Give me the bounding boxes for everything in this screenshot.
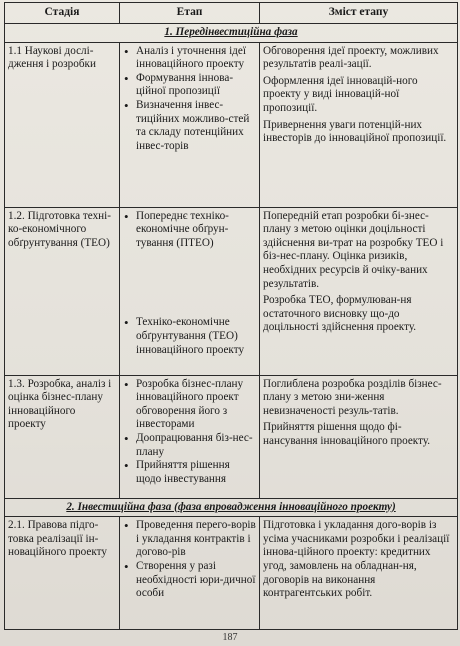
list-item: • Визначення інвес-тиційних можливо-стей та складу потенційних інвес-торів bbox=[123, 99, 256, 153]
list-item: • Розробка бізнес-плану інноваційного проект обговорення його з інвесторами bbox=[123, 378, 256, 432]
table-row bbox=[5, 42, 458, 207]
phase-1-title: 1. Передінвестиційна фаза bbox=[5, 24, 458, 43]
content-paragraph: Оформлення ідеї інновацій-ного проекту у виді інновацій-ної пропозиції. bbox=[263, 74, 418, 114]
content-paragraph: Поглиблена розробка розділів бізнес-плану з метою зни-ження невизначеності резуль-татів. bbox=[263, 377, 442, 417]
stages-table bbox=[4, 2, 458, 630]
steps-cell bbox=[120, 207, 260, 375]
content-cell bbox=[260, 42, 458, 207]
steps-cell bbox=[120, 375, 260, 498]
stage-cell: 2.1. Правова підго-товка реалізації ін-новаційного проекту bbox=[5, 517, 120, 630]
content-cell bbox=[260, 207, 458, 375]
content-cell bbox=[260, 517, 458, 630]
steps-cell bbox=[120, 517, 260, 630]
page-number: 187 bbox=[222, 632, 238, 643]
list-item: • Формування іннова-ційної пропозиції bbox=[123, 72, 256, 99]
phase-row bbox=[5, 498, 458, 517]
steps-cell bbox=[120, 42, 260, 207]
content-paragraph: Обговорення ідеї проекту, можливих результатів реалі-зації. bbox=[263, 44, 439, 71]
stage-cell: 1.3. Розробка, аналіз і оцінка бізнес-плану інноваційного проекту bbox=[5, 375, 120, 498]
table-header-row bbox=[5, 3, 458, 24]
content-paragraph: Попередній етап розробки бі-знес-плану з метою оцінки доцільності здійснення ви-трат на розробку ТЕО і біз-нес-плану. Оцінка ризиків, необхідних ресурсів й очіку-ваних результатів. bbox=[263, 209, 444, 290]
header-content: Зміст етапу bbox=[260, 3, 458, 24]
list-item: • Техніко-економічне обґрунтування (ТЕО) інноваційного проекту bbox=[123, 316, 256, 357]
content-paragraph: Прийняття рішення щодо фі-нансування інноваційного проекту. bbox=[263, 421, 431, 447]
table-row bbox=[5, 375, 458, 498]
list-item: • Доопрацювання біз-нес-плану bbox=[123, 432, 256, 459]
stage-cell: 1.1 Наукові дослі-дження і розробки bbox=[5, 42, 120, 207]
header-step: Етап bbox=[120, 3, 260, 24]
list-item: • Попереднє техніко-економічне обґрун-тування (ПТЕО) bbox=[123, 210, 256, 251]
content-cell bbox=[260, 375, 458, 498]
content-paragraph: Привернення уваги потенцій-них інвесторів до інноваційної пропозиції. bbox=[263, 118, 447, 145]
header-stage: Стадія bbox=[5, 3, 120, 24]
list-item: • Створення у разі необхідності юри-дичної особи bbox=[123, 560, 256, 601]
list-item: • Аналіз і уточнення ідеї інноваційного проекту bbox=[123, 45, 256, 72]
phase-2-title: 2. Інвестиційна фаза (фаза впровадження інноваційного проекту) bbox=[5, 498, 458, 517]
content-paragraph: Підготовка і укладання дого-ворів із усіма учасниками розробки і реалізації іннова-ційного проекту: кредитних угод, замовлень на обладнан-ня, договорів на виконання контрагентських робіт. bbox=[263, 519, 450, 600]
list-item: • Проведення перего-ворів і укладання контрактів і догово-рів bbox=[123, 519, 256, 560]
content-paragraph: Розробка ТЕО, формулюван-ня остаточного висновку що-до доцільності здійснення проекту. bbox=[263, 294, 417, 334]
table-row bbox=[5, 517, 458, 630]
list-item: • Прийняття рішення щодо інвестування bbox=[123, 459, 256, 486]
stage-cell: 1.2. Підготовка техні-ко-економічного обґрунтування (ТЕО) bbox=[5, 207, 120, 375]
phase-row bbox=[5, 24, 458, 43]
table-row bbox=[5, 207, 458, 375]
